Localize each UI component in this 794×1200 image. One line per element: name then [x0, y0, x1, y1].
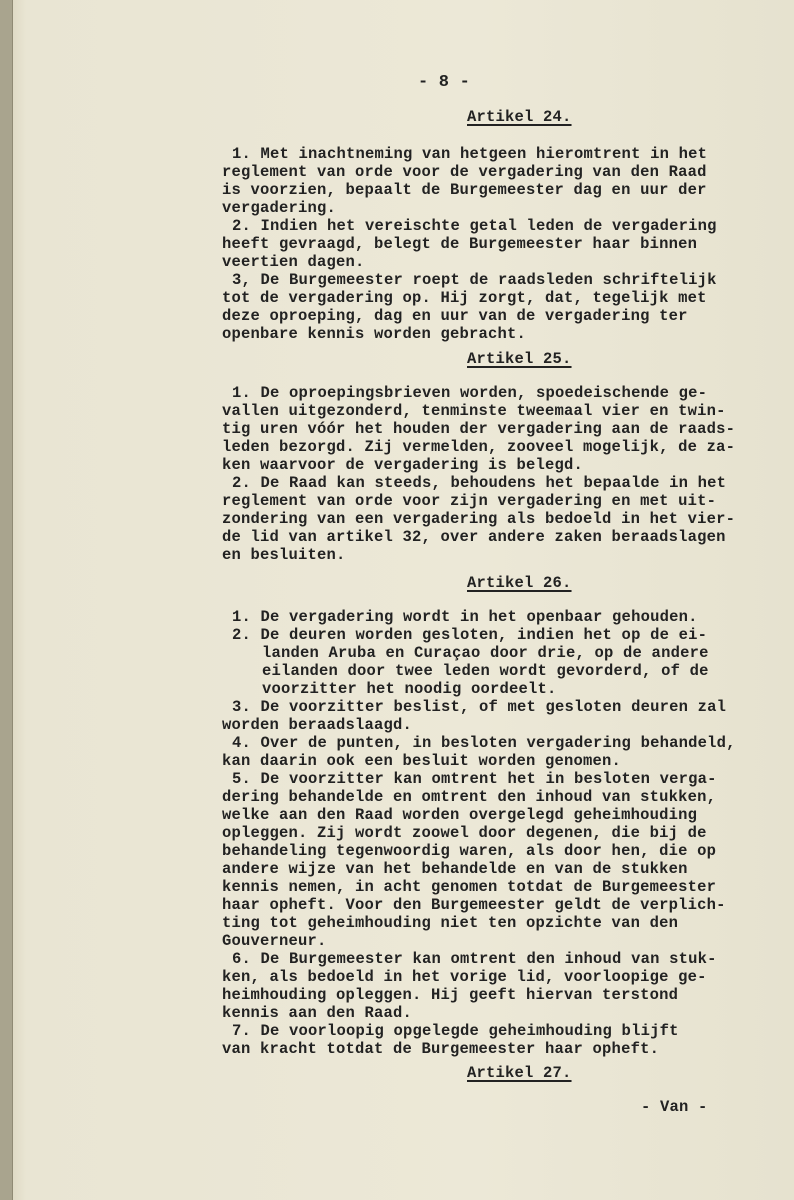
text-line: kan daarin ook een besluit worden genomen. — [222, 752, 622, 770]
text-line: voorzitter het noodig oordeelt. — [262, 680, 557, 698]
text-line: dering behandelde en omtrent den inhoud van stukken, — [222, 788, 717, 806]
heading-artikel-25: Artikel 25. — [467, 350, 572, 368]
text-line: heeft gevraagd, belegt de Burgemeester haar binnen — [222, 235, 698, 253]
text-line: tot de vergadering op. Hij zorgt, dat, tegelijk met — [222, 289, 707, 307]
heading-artikel-24: Artikel 24. — [467, 108, 572, 126]
text-line: opleggen. Zij wordt zoowel door degenen, die bij de — [222, 824, 707, 842]
text-line: openbare kennis worden gebracht. — [222, 325, 527, 343]
text-line: reglement van orde voor de vergadering van den Raad — [222, 163, 707, 181]
catchword: - Van - — [641, 1098, 708, 1116]
binding-edge — [0, 0, 13, 1200]
text-line: 2. De Raad kan steeds, behoudens het bepaalde in het — [232, 474, 727, 492]
text-line: veertien dagen. — [222, 253, 365, 271]
text-line: vergadering. — [222, 199, 337, 217]
text-line: tig uren vóór het houden der vergadering aan de raads- — [222, 420, 736, 438]
text-line: kennis aan den Raad. — [222, 1004, 413, 1022]
text-line: 5. De voorzitter kan omtrent het in besloten verga- — [232, 770, 717, 788]
text-line: 1. De vergadering wordt in het openbaar gehouden. — [232, 608, 698, 626]
text-line: 7. De voorloopig opgelegde geheimhouding blijft — [232, 1022, 679, 1040]
text-line: de lid van artikel 32, over andere zaken beraadslagen — [222, 528, 726, 546]
text-line: van kracht totdat de Burgemeester haar opheft. — [222, 1040, 660, 1058]
text-line: 6. De Burgemeester kan omtrent den inhoud van stuk- — [232, 950, 717, 968]
text-line: ken, als bedoeld in het vorige lid, voorloopige ge- — [222, 968, 707, 986]
text-line: ken waarvoor de vergadering is belegd. — [222, 456, 584, 474]
text-line: landen Aruba en Curaçao door drie, op de andere — [262, 644, 709, 662]
text-line: worden beraadslaagd. — [222, 716, 413, 734]
text-line: 1. De oproepingsbrieven worden, spoedeischende ge- — [232, 384, 708, 402]
text-line: Gouverneur. — [222, 932, 327, 950]
text-line: is voorzien, bepaalt de Burgemeester dag en uur der — [222, 181, 707, 199]
text-line: en besluiten. — [222, 546, 346, 564]
page-number: - 8 - — [418, 73, 471, 92]
heading-artikel-27: Artikel 27. — [467, 1064, 572, 1082]
text-line: 2. De deuren worden gesloten, indien het op de ei- — [232, 626, 708, 644]
text-line: 1. Met inachtneming van hetgeen hieromtrent in het — [232, 145, 708, 163]
text-line: welke aan den Raad worden overgelegd geheimhouding — [222, 806, 698, 824]
text-line: reglement van orde voor zijn vergadering en met uit- — [222, 492, 717, 510]
text-line: 3. De voorzitter beslist, of met gesloten deuren zal — [232, 698, 727, 716]
text-line: behandeling tegenwoordig waren, als door hen, die op — [222, 842, 717, 860]
text-line: deze oproeping, dag en uur van de vergadering ter — [222, 307, 688, 325]
text-line: 2. Indien het vereischte getal leden de vergadering — [232, 217, 717, 235]
text-line: 3, De Burgemeester roept de raadsleden schriftelijk — [232, 271, 717, 289]
text-line: vallen uitgezonderd, tenminste tweemaal vier en twin- — [222, 402, 726, 420]
text-line: ting tot geheimhouding niet ten opzichte van den — [222, 914, 679, 932]
text-line: heimhouding opleggen. Hij geeft hiervan terstond — [222, 986, 679, 1004]
text-line: leden bezorgd. Zij vermelden, zooveel mogelijk, de za- — [222, 438, 736, 456]
text-line: haar opheft. Voor den Burgemeester geldt de verplich- — [222, 896, 726, 914]
text-line: andere wijze van het behandelde en van de stukken — [222, 860, 688, 878]
text-line: kennis nemen, in acht genomen totdat de Burgemeester — [222, 878, 717, 896]
heading-artikel-26: Artikel 26. — [467, 574, 572, 592]
text-line: zondering van een vergadering als bedoeld in het vier- — [222, 510, 736, 528]
text-line: 4. Over de punten, in besloten vergadering behandeld, — [232, 734, 736, 752]
text-line: eilanden door twee leden wordt gevorderd, of de — [262, 662, 709, 680]
